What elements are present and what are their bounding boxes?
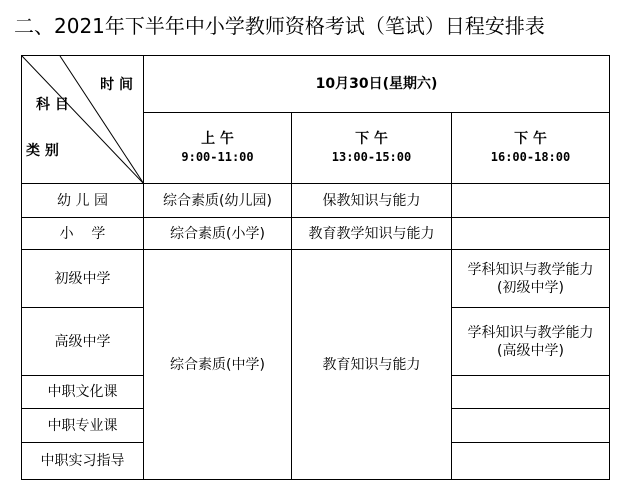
- cell-empty: [452, 443, 610, 480]
- period-morning: [144, 113, 292, 184]
- cell-primary-morning: 综合素质(小学): [144, 218, 292, 250]
- table-row: [22, 250, 610, 308]
- page-title: 二、2021年下半年中小学教师资格考试（笔试）日程安排表: [14, 14, 545, 38]
- period-label: 上 午: [201, 131, 234, 147]
- category-senior-middle: 高级中学: [22, 308, 144, 376]
- category-primary: 小 学: [22, 218, 144, 250]
- period-time: 9:00-11:00: [181, 150, 254, 164]
- cell-empty: [452, 376, 610, 409]
- cell-empty: [452, 409, 610, 443]
- schedule-table: [21, 55, 610, 480]
- category-kindergarten: 幼 儿 园: [22, 184, 144, 218]
- cell-senior-late: [452, 308, 610, 376]
- exam-date: 10月30日(星期六): [144, 56, 610, 113]
- cell-line: 学科知识与教学能力: [467, 261, 594, 278]
- period-time: 13:00-15:00: [331, 150, 412, 164]
- cell-line: (初级中学): [497, 279, 564, 296]
- cell-primary-afternoon: 教育教学知识与能力: [292, 218, 452, 250]
- corner-label-category: 类 别: [26, 143, 59, 159]
- category-junior-middle: 初级中学: [22, 250, 144, 308]
- header-corner-cell: [22, 56, 144, 184]
- cell-middle-afternoon: 教育知识与能力: [292, 250, 452, 480]
- period-afternoon-2: [452, 113, 610, 184]
- cell-empty: [452, 218, 610, 250]
- period-label: 下 午: [355, 131, 388, 147]
- period-time: 16:00-18:00: [490, 150, 571, 164]
- table-row: [22, 184, 610, 218]
- cell-line: 学科知识与教学能力: [467, 324, 594, 341]
- category-vocational-practice: 中职实习指导: [22, 443, 144, 480]
- corner-label-subject: 科 目: [36, 97, 69, 113]
- cell-empty: [452, 184, 610, 218]
- period-afternoon-1: [292, 113, 452, 184]
- cell-junior-late: [452, 250, 610, 308]
- period-label: 下 午: [514, 131, 547, 147]
- cell-kindergarten-afternoon: 保教知识与能力: [292, 184, 452, 218]
- cell-middle-morning: 综合素质(中学): [144, 250, 292, 480]
- category-vocational-specialty: 中职专业课: [22, 409, 144, 443]
- table-row: [22, 218, 610, 250]
- cell-kindergarten-morning: 综合素质(幼儿园): [144, 184, 292, 218]
- cell-line: (高级中学): [497, 342, 564, 359]
- corner-label-time: 时 间: [100, 77, 133, 93]
- category-vocational-culture: 中职文化课: [22, 376, 144, 409]
